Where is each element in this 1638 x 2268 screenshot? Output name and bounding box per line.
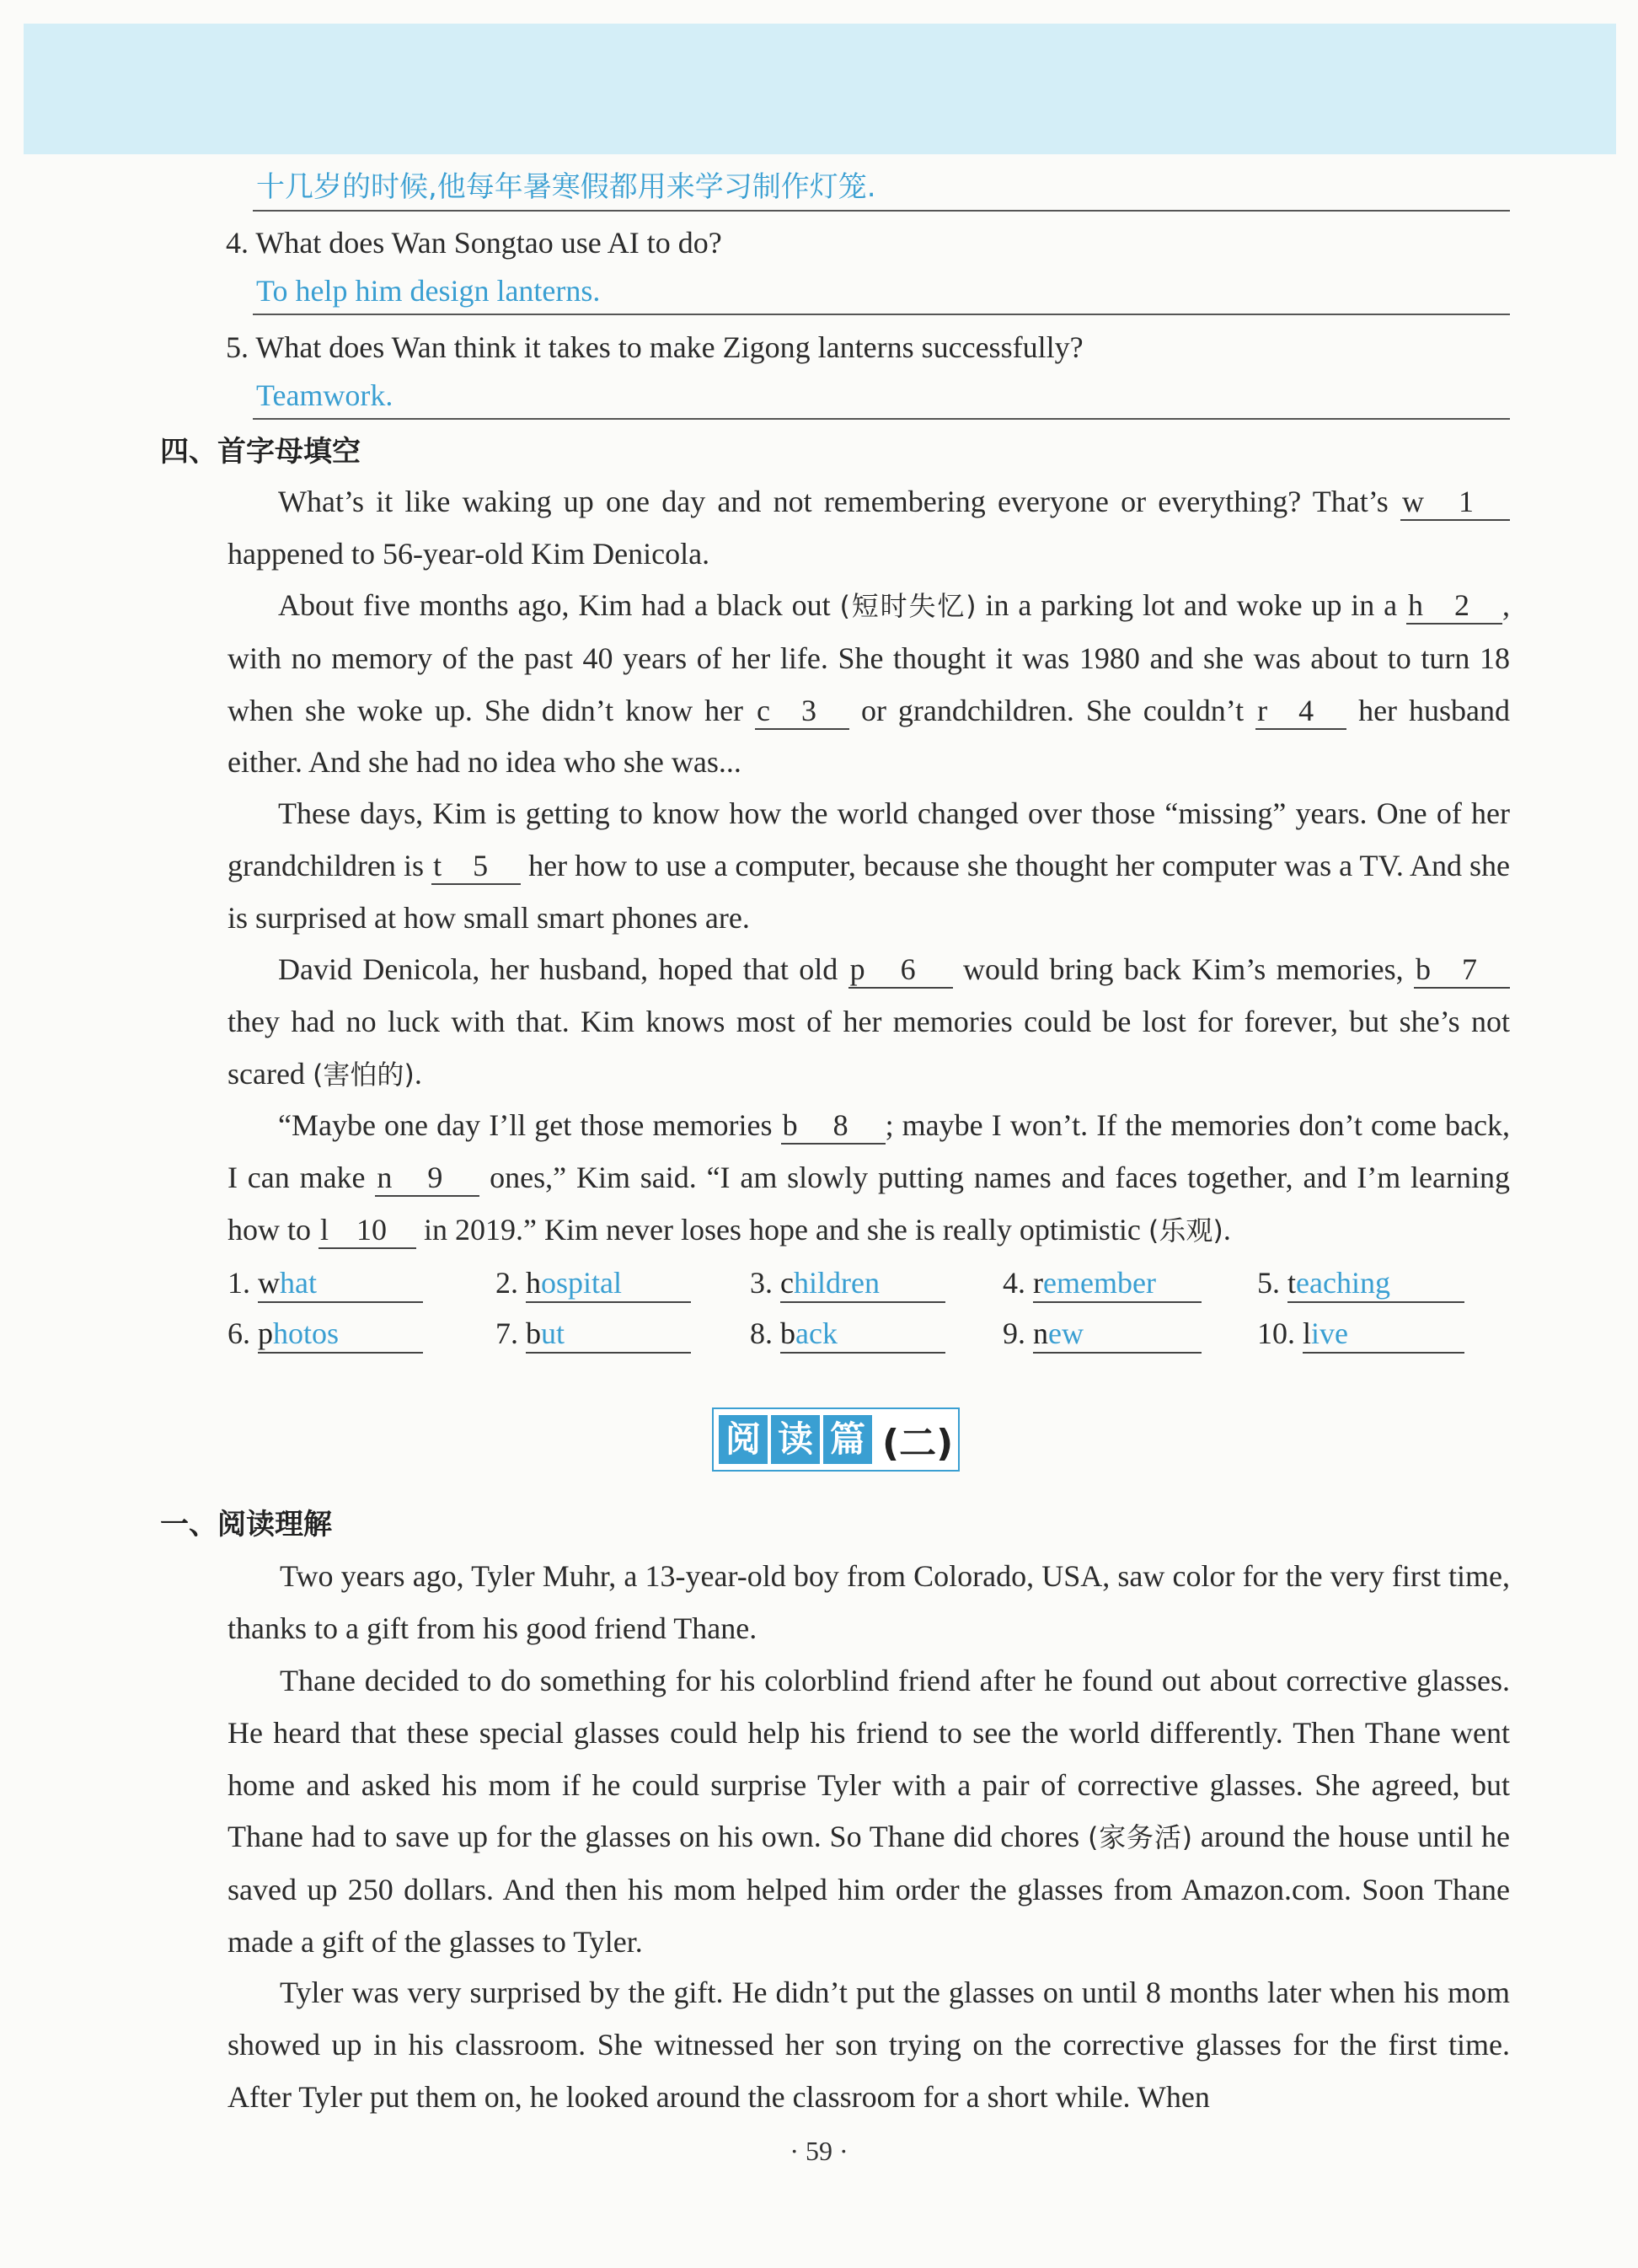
question-4: 4. What does Wan Songtao use AI to do?	[226, 226, 722, 260]
blank-7: b 7	[1414, 952, 1510, 989]
blank-5: t 5	[431, 848, 521, 885]
blank-6: p 6	[848, 952, 953, 989]
reading-paragraph-3: Tyler was very surprised by the gift. He didn’t put the glasses on until 8 months later when his mom showed up in his classroom. She witnessed her son trying on the corrective glasses for the first time. After Tyler put them on, he looked around the classroom for a short while. When	[228, 1976, 1510, 2114]
answer-key-item: 4. remember	[1003, 1263, 1202, 1303]
reading-section-title	[712, 1407, 960, 1472]
blank-10: l 10	[318, 1212, 416, 1249]
title-number: (二)	[882, 1422, 954, 1465]
passage-paragraph-5: “Maybe one day I’ll get those memories b 8 ; maybe I won’t. If the memories don’t come back, I can make n 9 ones,” Kim said. “I am slowly putting names and faces together, and I’m learning how to l 10 in 2019.” Kim never loses hope and she is really optimistic (乐观).	[228, 1100, 1510, 1257]
title-char-1: 阅	[719, 1415, 768, 1464]
section-1-heading: 一、阅读理解	[160, 1508, 332, 1541]
answer-key-item: 8. back	[750, 1313, 945, 1354]
blank-1: w 1	[1400, 484, 1510, 521]
passage-paragraph-2: About five months ago, Kim had a black out (短时失忆) in a parking lot and woke up in a h 2 , with no memory of the past 40 years of her life. She thought it was 1980 and she was about to turn 18 when she woke up. She didn’t know her c 3 or grandchildren. She couldn’t r 4 her husband either. And she had no idea who she was...	[228, 588, 1510, 780]
answer-key-item: 9. new	[1003, 1313, 1202, 1354]
answer-q5: Teamwork.	[256, 378, 393, 412]
passage-paragraph-1: What’s it like waking up one day and not remembering everyone or everything? That’s w 1 happened to 56-year-old Kim Denicola.	[228, 476, 1510, 581]
answer-key-item: 1. what	[228, 1263, 423, 1303]
section-4-heading: 四、首字母填空	[160, 435, 361, 469]
blank-8: b 8	[781, 1107, 886, 1145]
answer-key-item: 10. live	[1257, 1313, 1464, 1354]
reading-paragraph-1: Two years ago, Tyler Muhr, a 13-year-old boy from Colorado, USA, saw color for the very first time, thanks to a gift from his good friend Thane.	[228, 1559, 1510, 1645]
blank-3: c 3	[755, 693, 849, 730]
title-char-2: 读	[771, 1415, 820, 1464]
answer-line-q5	[253, 373, 1510, 420]
reading-paragraph-2: Thane decided to do something for his colorblind friend after he found out about corrective glasses. He heard that these special glasses could help his friend to see the world differently. Then Thane went home and asked his mom if he could surprise Tyler with a pair of corrective glasses. She agreed, but Thane had to save up for the glasses on his own. So Thane did chores (家务活) around the house until he saved up 250 dollars. And then his mom helped him order the glasses from Amazon.com. Soon Thane made a gift of the glasses to Tyler.	[228, 1664, 1510, 1959]
title-char-3: 篇	[823, 1415, 872, 1464]
passage-paragraph-4: David Denicola, her husband, hoped that old p 6 would bring back Kim’s memories, b 7 they had no luck with that. Kim knows most of her memories could be lost for forever, but she’s not scared (害怕的).	[228, 952, 1510, 1091]
answer-q4: To help him design lanterns.	[256, 274, 601, 308]
answer-q3: 十几岁的时候,他每年暑寒假都用来学习制作灯笼.	[256, 170, 876, 204]
page-number: · 59 ·	[790, 2136, 848, 2166]
answer-key-item: 3. children	[750, 1263, 945, 1303]
passage-paragraph-3: These days, Kim is getting to know how the world changed over those “missing” years. One of her grandchildren is t 5 her how to use a computer, because she thought her computer was a TV. And she is surprised at how small smart phones are.	[228, 796, 1510, 935]
blank-2: h 2	[1406, 587, 1502, 625]
answer-line-q3	[253, 164, 1510, 212]
answer-key-item: 6. photos	[228, 1313, 423, 1354]
answer-line-q4	[253, 268, 1510, 315]
answer-key-item: 2. hospital	[495, 1263, 691, 1303]
blank-9: n 9	[375, 1160, 479, 1197]
answer-key-item: 7. but	[495, 1313, 691, 1354]
answer-key-item: 5. teaching	[1257, 1263, 1464, 1303]
question-5: 5. What does Wan think it takes to make Zigong lanterns successfully?	[226, 330, 1084, 364]
blank-4: r 4	[1255, 693, 1346, 730]
